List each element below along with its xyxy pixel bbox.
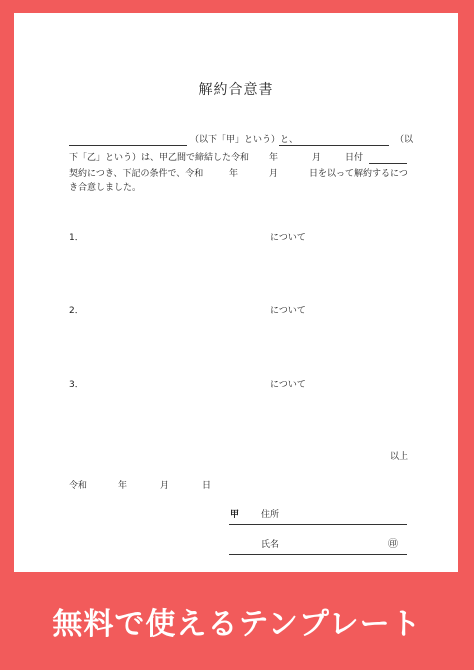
signature-party: 甲 xyxy=(230,510,240,520)
body-month: 月 xyxy=(269,169,279,179)
body-text: 下「乙」という）は、甲乙間で締結した令和 xyxy=(69,153,250,163)
address-line xyxy=(229,524,407,525)
body-year: 年 xyxy=(269,153,279,163)
address-label: 住所 xyxy=(261,510,280,520)
name-line xyxy=(229,554,407,555)
item-text: について xyxy=(270,233,306,243)
item-number: 1． xyxy=(69,233,84,243)
date-day: 日 xyxy=(202,481,212,491)
item-text: について xyxy=(270,306,306,316)
party-a-suffix: （以下「甲」という）と、 xyxy=(190,135,299,145)
closing-text: 以上 xyxy=(390,452,409,462)
body-text: 契約につき、下記の条件で、令和 xyxy=(69,169,204,179)
date-year: 年 xyxy=(118,481,128,491)
party-b-suffix: （以 xyxy=(395,135,414,145)
party-a-blank xyxy=(69,145,187,146)
item-text: について xyxy=(270,380,306,390)
date-era: 令和 xyxy=(69,481,88,491)
seal-mark: ㊞ xyxy=(388,539,398,550)
party-b-blank xyxy=(279,145,389,146)
contract-name-blank xyxy=(369,163,407,164)
body-month: 月 xyxy=(312,153,322,163)
date-month: 月 xyxy=(160,481,170,491)
promo-banner: 無料で使えるテンプレート xyxy=(52,607,422,642)
body-text: 日を以って解約するにつ xyxy=(309,169,408,179)
document-title: 解約合意書 xyxy=(198,82,274,98)
document-page xyxy=(14,13,458,572)
body-year: 年 xyxy=(229,169,239,179)
item-number: 3． xyxy=(69,380,84,390)
body-text: き合意しました。 xyxy=(69,183,142,193)
name-label: 氏名 xyxy=(261,540,280,550)
item-number: 2． xyxy=(69,306,84,316)
body-date: 日付 xyxy=(345,153,364,163)
